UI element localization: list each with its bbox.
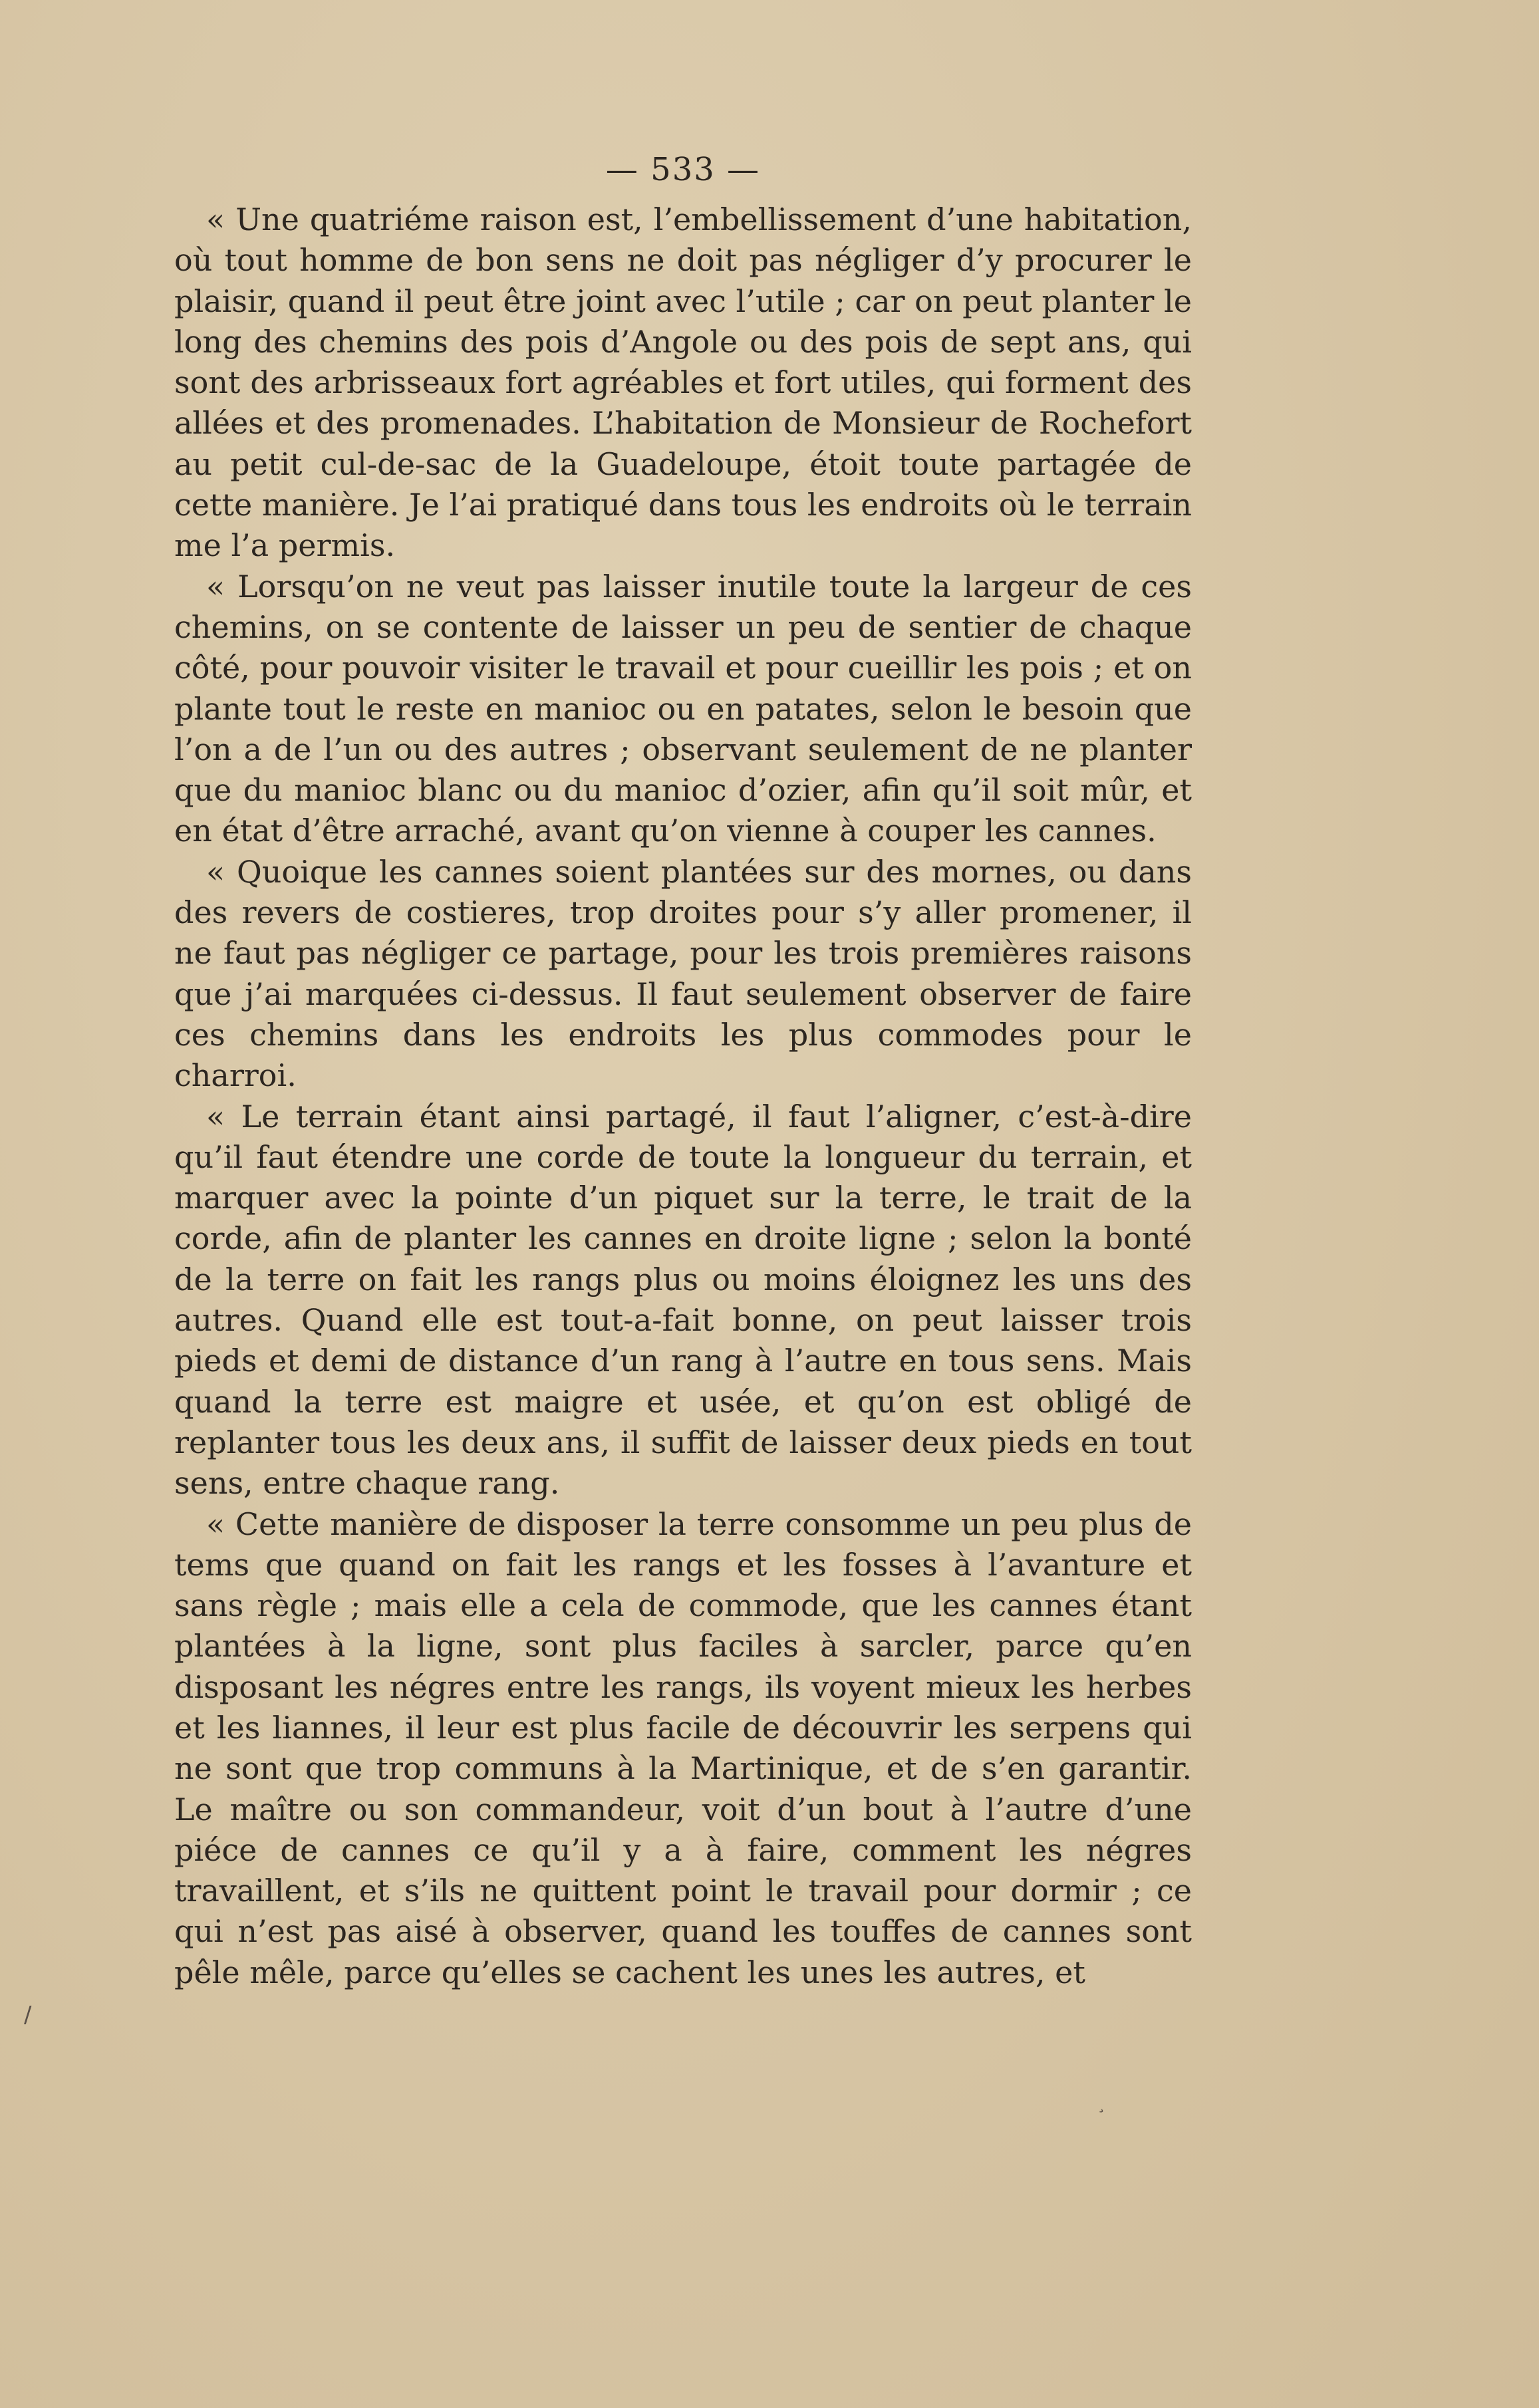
book-page [174, 140, 1192, 1993]
paragraph: « Une quatriéme raison est, l’embellissement d’une habitation, où tout homme de bon sens ne doit pas négliger d’y procurer le plaisir, quand il peut être joint avec l’utile ; car on peut planter le long des chemins des pois d’Angole ou des pois de sept ans, qui sont des arbrisseaux fort agréables et fort utiles, qui forment des allées et des promenades. L’habitation de Monsieur de Rochefort au petit cul-de-sac de la Guadeloupe, étoit toute partagée de cette manière. Je l’ai pratiqué dans tous les endroits où le terrain me l’a permis. [174, 201, 1192, 564]
paragraph: « Cette manière de disposer la terre consomme un peu plus de tems que quand on fait les rangs et les fosses à l’avanture et sans règle ; mais elle a cela de commode, que les cannes étant plantées à la ligne, sont plus faciles à sarcler, parce qu’en disposant les négres entre les rangs, ils voyent mieux les herbes et les liannes, il leur est plus facile de découvrir les serpens qui ne sont que trop communs à la Martinique, et de s’en garantir. Le maître ou son commandeur, voit d’un bout à l’autre d’une piéce de cannes ce qu’il y a à faire, comment les négres travaillent, et s’ils ne quittent point le travail pour dormir ; ce qui n’est pas aisé à observer, quand les touffes de cannes sont pêle mêle, parce qu’elles se cachent les unes les autres, et [174, 1506, 1192, 1990]
body-text [174, 200, 1192, 1993]
page-number: — 533 — [605, 151, 761, 188]
paper-mark: ¸ [1097, 2095, 1105, 2113]
paper-mark: / [24, 2002, 32, 2028]
paragraph: « Quoique les cannes soient plantées sur des mornes, ou dans des revers de costieres, trop droites pour s’y aller promener, il ne faut pas négliger ce partage, pour les trois premières raisons que j’ai marquées ci-dessus. Il faut seulement observer de faire ces chemins dans les endroits les plus commodes pour le charroi. [174, 853, 1192, 1094]
paragraph: « Le terrain étant ainsi partagé, il faut l’aligner, c’est-à-dire qu’il faut étendre une corde de toute la longueur du terrain, et marquer avec la pointe d’un piquet sur la terre, le trait de la corde, afin de planter les cannes en droite ligne ; selon la bonté de la terre on fait les rangs plus ou moins éloignez les uns des autres. Quand elle est tout-a-fait bonne, on peut laisser trois pieds et demi de distance d’un rang à l’autre en tous sens. Mais quand la terre est maigre et usée, et qu’on est obligé de replanter tous les deux ans, il suffit de laisser deux pieds en tout sens, entre chaque rang. [174, 1098, 1192, 1502]
paragraph: « Lorsqu’on ne veut pas laisser inutile toute la largeur de ces chemins, on se contente de laisser un peu de sentier de chaque côté, pour pouvoir visiter le travail et pour cueillir les pois ; et on plante tout le reste en manioc ou en patates, selon le besoin que l’on a de l’un ou des autres ; observant seulement de ne planter que du manioc blanc ou du manioc d’ozier, afin qu’il soit mûr, et en état d’être arraché, avant qu’on vienne à couper les cannes. [174, 568, 1192, 849]
